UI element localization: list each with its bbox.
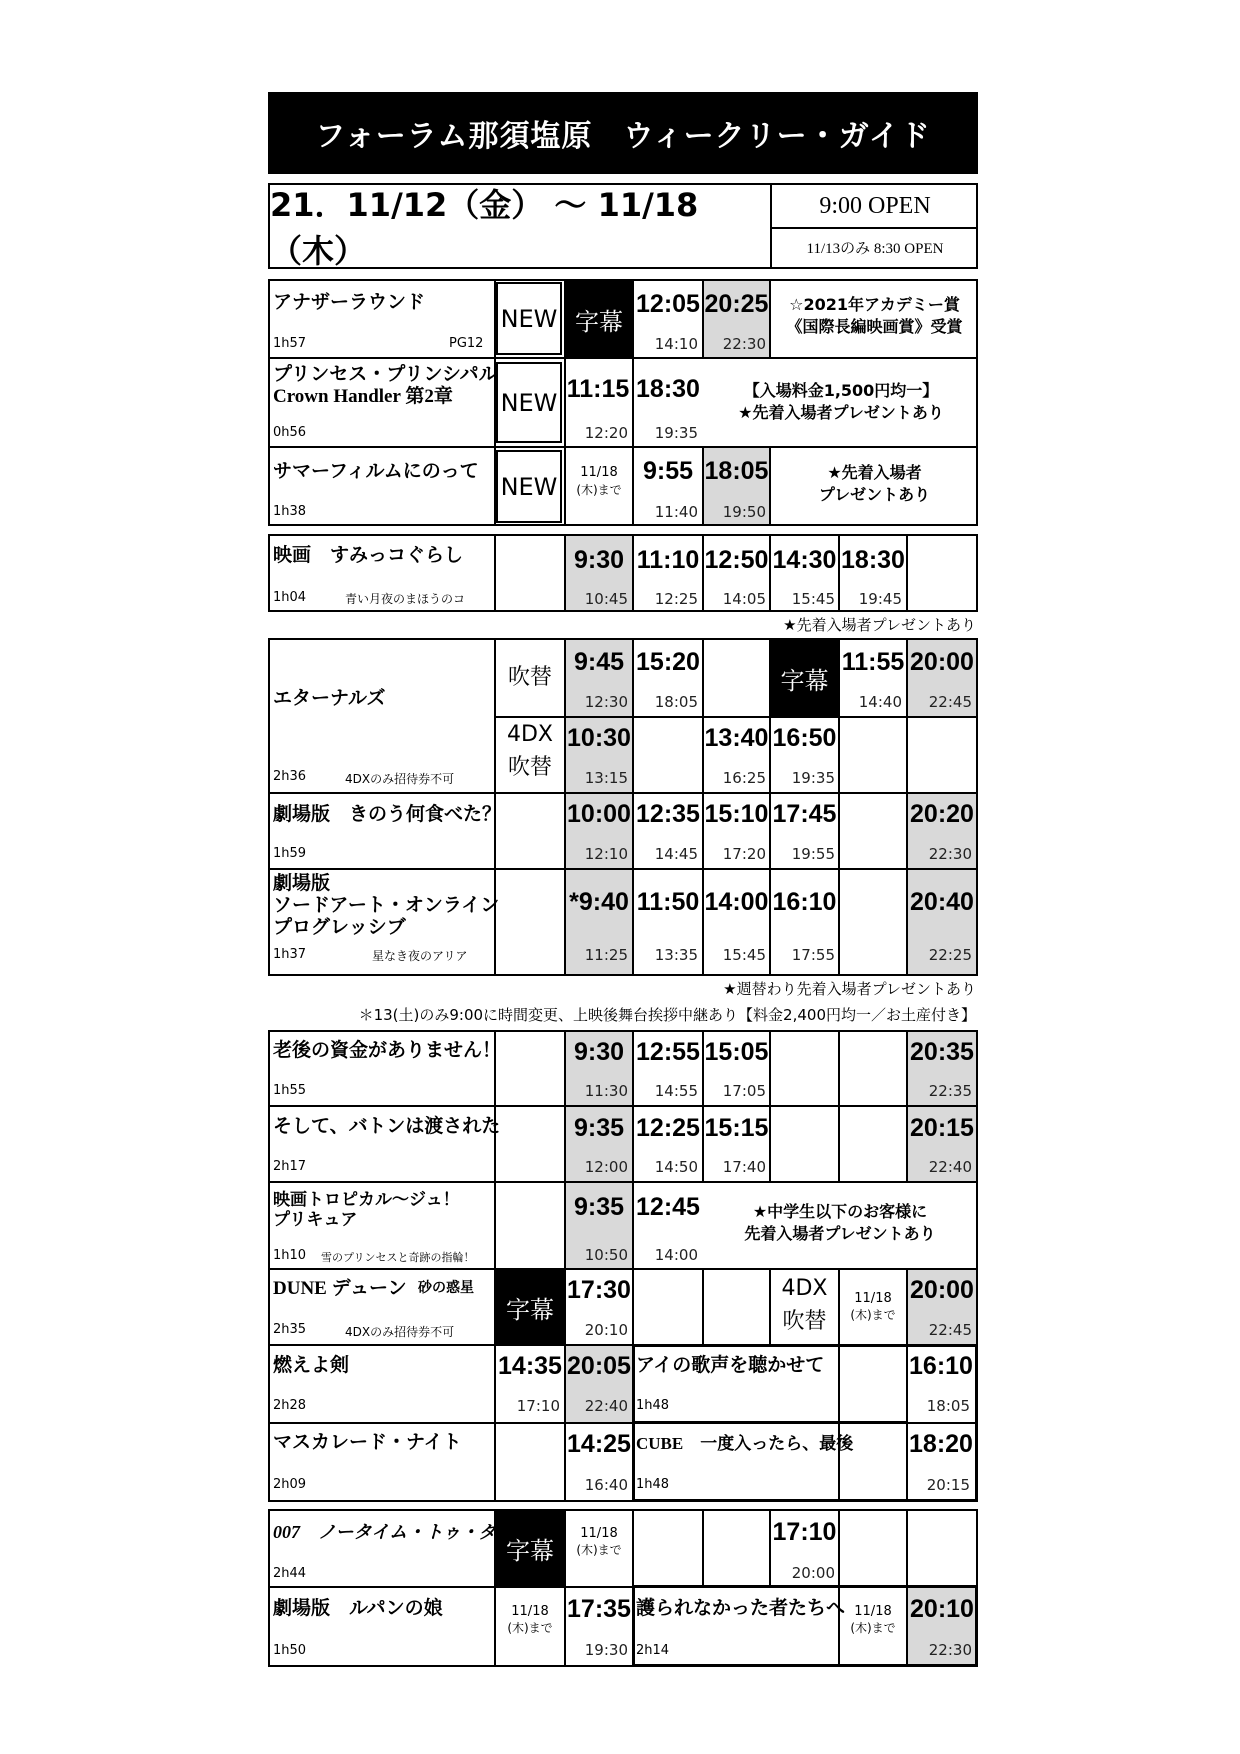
showtime-start: 12:05 (636, 290, 700, 318)
showtime-start: 9:55 (642, 457, 694, 485)
showtime-start: 12:50 (704, 546, 769, 574)
until-date: 11/18 (854, 1604, 892, 1619)
showtime-end: 19:55 (791, 845, 835, 863)
showtime-start: 11:50 (636, 888, 700, 916)
showtime-end: 11:40 (654, 503, 698, 521)
movie-title: DUNE デューン (273, 1278, 407, 1299)
movie-message: 【入場料金1,500円均一】 ★先着入場者プレゼントあり (738, 381, 944, 422)
showtime-end: 12:30 (584, 693, 628, 711)
movie-message: ☆2021年アカデミー賞 《国際長編映画賞》受賞 (786, 295, 963, 336)
showtime-start: 17:30 (567, 1276, 631, 1304)
movie-title: 劇場版 きのう何食べた？ (273, 804, 502, 825)
dub-label: 吹替 (507, 755, 552, 780)
showtime-end: 22:30 (928, 845, 972, 863)
movie-title: サマーフィルムにのって (273, 461, 479, 482)
movie-title: CUBE 一度入ったら、最後 (636, 1434, 854, 1453)
showtime-start: 13:40 (704, 724, 769, 752)
showtime-start: 18:30 (841, 546, 905, 574)
open-time: 9:00 OPEN (770, 185, 978, 229)
showtime-end: 17:40 (722, 1158, 766, 1176)
dub-label: 吹替 (507, 665, 552, 690)
showtime-start: 9:35 (573, 1193, 625, 1221)
showtime-start: 12:55 (636, 1038, 700, 1066)
showtime-start: 14:30 (772, 546, 837, 574)
movie-duration: 1h04 (273, 590, 307, 605)
new-badge: NEW (496, 450, 562, 523)
showtime-end: 19:30 (584, 1641, 628, 1659)
movie-duration: 1h50 (273, 1643, 307, 1658)
showtime-start: 9:35 (573, 1114, 625, 1142)
schedule-header (268, 183, 978, 269)
showtime-start: *9:40 (569, 888, 629, 916)
showtime-end: 13:15 (584, 769, 628, 787)
showtime-start: 20:00 (910, 648, 974, 676)
movie-duration: 1h38 (273, 504, 307, 519)
showtime-end: 20:10 (584, 1321, 628, 1339)
showtime-end: 14:05 (722, 590, 766, 608)
movie-title: アイの歌声を聴かせて (636, 1355, 825, 1376)
showtime-start: 15:15 (704, 1114, 769, 1142)
subtitle-badge: 字幕 (771, 640, 838, 716)
movie-title: 老後の資金がありません！ (273, 1040, 502, 1061)
notice: ★週替わり先着入場者プレゼントあり (723, 980, 976, 998)
movie-duration: 2h36 (273, 769, 307, 784)
showtime-end: 12:10 (584, 845, 628, 863)
showtime-end: 19:45 (858, 590, 902, 608)
movie-duration: 2h17 (273, 1159, 307, 1174)
showtime-end: 22:45 (928, 693, 972, 711)
showtime-end: 22:40 (584, 1397, 628, 1415)
subtitle-badge: 字幕 (496, 1270, 564, 1344)
showtime-start: 10:00 (567, 800, 631, 828)
movie-subtitle: 雪のプリンセスと奇跡の指輪！ (321, 1251, 475, 1264)
showtime-end: 17:55 (791, 946, 835, 964)
movie-title: 燃えよ剣 (273, 1355, 350, 1376)
until-date: 11/18 (580, 465, 618, 480)
movie-title: 映画トロピカル〜ジュ！ プリキュア (273, 1190, 460, 1229)
fourdx-label: 4DX (781, 1276, 828, 1301)
movie-duration: 1h59 (273, 846, 307, 861)
showtime-start: 20:20 (910, 800, 974, 828)
showtime-end: 10:45 (584, 590, 628, 608)
showtime-start: 11:10 (636, 546, 700, 574)
showtime-end: 22:45 (928, 1321, 972, 1339)
showtime-end: 10:50 (584, 1246, 628, 1264)
showtime-start: 20:40 (910, 888, 974, 916)
showtime-end: 20:00 (791, 1564, 835, 1582)
showtime-start: 17:10 (772, 1518, 837, 1546)
showtime-end: 18:05 (654, 693, 698, 711)
showtime-start: 15:05 (704, 1038, 769, 1066)
movie-duration: 0h56 (273, 425, 307, 440)
showtime-start: 16:10 (772, 888, 837, 916)
movie-duration: 2h09 (273, 1477, 307, 1492)
open-note: 11/13のみ 8:30 OPEN (770, 227, 978, 267)
until-note: (木)まで (850, 1308, 896, 1322)
until-note: (木)まで (576, 483, 622, 497)
movie-title: 映画 すみっコぐらし (273, 545, 464, 566)
until-note: (木)まで (576, 1543, 622, 1557)
showtime-start: 9:45 (573, 648, 625, 676)
subtitle-badge: 字幕 (496, 1511, 564, 1586)
showtime-end: 14:10 (654, 335, 698, 353)
showtime-end: 15:45 (722, 946, 766, 964)
subtitle-badge: 字幕 (566, 281, 632, 357)
showtime-start: 18:05 (704, 457, 769, 485)
showtime-end: 14:40 (858, 693, 902, 711)
showtime-end: 11:25 (584, 946, 628, 964)
movie-title: アナザーラウンド (273, 292, 426, 313)
showtime-start: 12:25 (636, 1114, 700, 1142)
showtime-end: 14:50 (654, 1158, 698, 1176)
showtime-start: 12:35 (636, 800, 700, 828)
showtime-end: 19:35 (654, 424, 698, 442)
movie-title: 劇場版 ルパンの娘 (273, 1598, 443, 1619)
showtime-start: 16:50 (772, 724, 837, 752)
movie-note: 4DXのみ招待券不可 (345, 772, 455, 786)
showtime-start: 15:20 (636, 648, 700, 676)
showtime-end: 16:40 (584, 1476, 628, 1494)
showtime-end: 14:45 (654, 845, 698, 863)
showtime-end: 22:30 (722, 335, 766, 353)
movie-title: 護られなかった者たちへ (636, 1598, 846, 1619)
showtime-start: 9:30 (573, 1038, 625, 1066)
showtime-start: 15:10 (704, 800, 769, 828)
movie-duration: 1h48 (636, 1398, 670, 1413)
showtime-start: 20:10 (910, 1595, 974, 1623)
showtime-start: 11:55 (841, 648, 905, 676)
showtime-start: 12:45 (636, 1193, 700, 1221)
movie-subtitle: 青い月夜のまほうのコ (345, 592, 466, 606)
showtime-end: 19:35 (791, 769, 835, 787)
showtime-end: 14:55 (654, 1082, 698, 1100)
showtime-start: 20:05 (567, 1352, 631, 1380)
dub-label: 吹替 (782, 1309, 827, 1334)
new-badge: NEW (496, 362, 562, 443)
showtime-end: 12:25 (654, 590, 698, 608)
showtime-start: 14:25 (567, 1430, 631, 1458)
movie-duration: 2h14 (636, 1643, 670, 1658)
until-note: (木)まで (850, 1621, 896, 1635)
showtime-start: 10:30 (567, 724, 631, 752)
until-note: (木)まで (507, 1621, 553, 1635)
page-title: フォーラム那須塩原 ウィークリー・ガイド (268, 92, 978, 174)
movie-duration: 1h10 (273, 1248, 307, 1263)
movie-message: ★中学生以下のお客様に 先着入場者プレゼントあり (744, 1202, 936, 1243)
showtime-start: 20:15 (910, 1114, 974, 1142)
showtime-start: 17:45 (772, 800, 837, 828)
showtime-start: 17:35 (567, 1595, 631, 1623)
showtime-end: 12:00 (584, 1158, 628, 1176)
showtime-end: 22:35 (928, 1082, 972, 1100)
notice: ★先着入場者プレゼントあり (783, 616, 976, 634)
movie-title: プリンセス・プリンシパル Crown Handler 第2章 (273, 364, 498, 407)
showtime-end: 15:45 (791, 590, 835, 608)
movie-message: ★先着入場者 プレゼントあり (818, 463, 931, 504)
showtime-end: 16:25 (722, 769, 766, 787)
until-date: 11/18 (511, 1604, 549, 1619)
showtime-start: 14:00 (704, 888, 769, 916)
showtime-end: 14:00 (654, 1246, 698, 1264)
showtime-end: 12:20 (584, 424, 628, 442)
movie-title: マスカレード・ナイト (273, 1432, 462, 1453)
showtime-end: 18:05 (926, 1397, 970, 1415)
showtime-end: 19:50 (722, 503, 766, 521)
showtime-end: 11:30 (584, 1082, 628, 1100)
showtime-start: 20:00 (910, 1276, 974, 1304)
showtime-start: 14:35 (498, 1352, 562, 1380)
movie-duration: 1h48 (636, 1477, 670, 1492)
showtime-end: 17:10 (516, 1397, 560, 1415)
movie-note: 4DXのみ招待券不可 (345, 1325, 455, 1339)
showtime-end: 22:25 (928, 946, 972, 964)
until-date: 11/18 (580, 1526, 618, 1541)
movie-subtitle: 星なき夜のアリア (372, 949, 468, 963)
movie-subtitle: 砂の惑星 (418, 1281, 474, 1296)
movie-duration: 2h44 (273, 1566, 307, 1581)
showtime-end: 22:30 (928, 1641, 972, 1659)
showtime-start: 11:15 (566, 375, 630, 403)
showtime-end: 17:05 (722, 1082, 766, 1100)
movie-duration: 2h28 (273, 1398, 307, 1413)
movie-title: エターナルズ (273, 688, 386, 709)
showtime-start: 20:25 (704, 290, 769, 318)
showtime-end: 17:20 (722, 845, 766, 863)
showtime-end: 20:15 (926, 1476, 970, 1494)
movie-duration: 1h37 (273, 947, 307, 962)
showtime-start: 18:20 (909, 1430, 973, 1458)
movie-duration: 2h35 (273, 1322, 307, 1337)
showtime-end: 13:35 (654, 946, 698, 964)
new-badge: NEW (496, 282, 562, 355)
date-range: 21．11/12（金） 〜 11/18（木） (270, 186, 699, 270)
movie-duration: 1h57 (273, 336, 307, 351)
showtime-end: 22:40 (928, 1158, 972, 1176)
movie-title: 劇場版 ソードアート・オンライン プログレッシブ (273, 873, 500, 938)
movie-title: 007 ノータイム・トゥ・ダイ (273, 1522, 515, 1542)
showtime-start: 20:35 (910, 1038, 974, 1066)
showtime-start: 18:30 (636, 375, 700, 403)
movie-rating: PG12 (449, 336, 484, 351)
fourdx-label: 4DX (506, 722, 553, 747)
movie-title: そして、バトンは渡された (273, 1116, 501, 1137)
movie-duration: 1h55 (273, 1083, 307, 1098)
until-date: 11/18 (854, 1291, 892, 1306)
notice: ＊13(土)のみ9:00に時間変更、上映後舞台挨拶中継あり【料金2,400円均一／お土産付き】 (358, 1006, 976, 1024)
showtime-start: 16:10 (909, 1352, 973, 1380)
showtime-start: 9:30 (573, 546, 625, 574)
